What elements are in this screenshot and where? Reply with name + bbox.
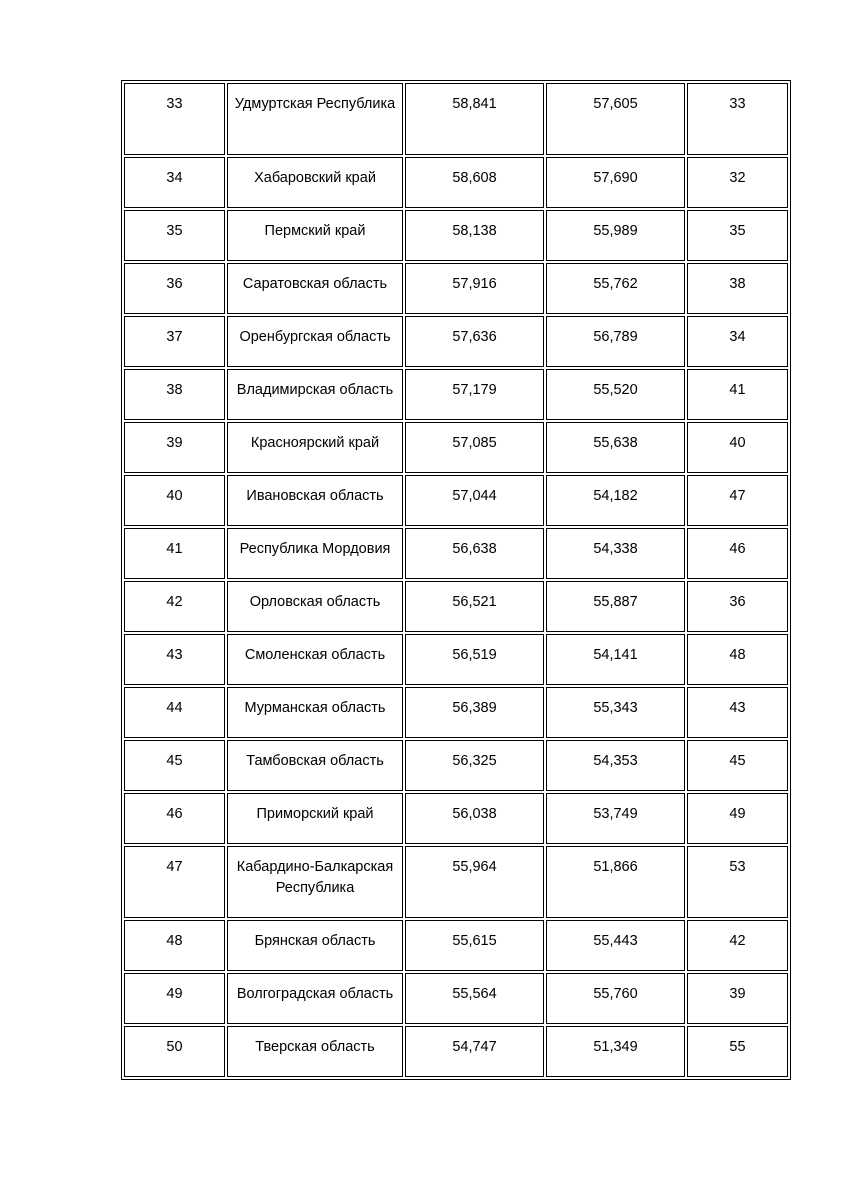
index-value-cell: 58,138 bbox=[405, 210, 544, 261]
table-row bbox=[124, 83, 788, 155]
previous-index-value-cell: 54,353 bbox=[546, 740, 685, 791]
region-name-cell: Приморский край bbox=[227, 793, 403, 844]
region-name-cell: Орловская область bbox=[227, 581, 403, 632]
previous-index-value-cell: 54,182 bbox=[546, 475, 685, 526]
previous-index-value-cell: 53,749 bbox=[546, 793, 685, 844]
rank-cell: 37 bbox=[124, 316, 225, 367]
previous-index-value-cell: 55,887 bbox=[546, 581, 685, 632]
table-row bbox=[124, 475, 788, 526]
rank-cell: 39 bbox=[124, 422, 225, 473]
region-name-cell: Тверская область bbox=[227, 1026, 403, 1077]
table-row bbox=[124, 422, 788, 473]
previous-index-value-cell: 55,760 bbox=[546, 973, 685, 1024]
rank-cell: 49 bbox=[124, 973, 225, 1024]
region-name-cell: Владимирская область bbox=[227, 369, 403, 420]
index-value-cell: 55,964 bbox=[405, 846, 544, 918]
previous-rank-cell: 41 bbox=[687, 369, 788, 420]
region-name-cell: Волгоградская область bbox=[227, 973, 403, 1024]
index-value-cell: 57,916 bbox=[405, 263, 544, 314]
index-value-cell: 57,179 bbox=[405, 369, 544, 420]
previous-rank-cell: 35 bbox=[687, 210, 788, 261]
table-row bbox=[124, 316, 788, 367]
previous-rank-cell: 38 bbox=[687, 263, 788, 314]
rank-cell: 41 bbox=[124, 528, 225, 579]
previous-index-value-cell: 55,989 bbox=[546, 210, 685, 261]
region-name-cell: Мурманская область bbox=[227, 687, 403, 738]
index-value-cell: 54,747 bbox=[405, 1026, 544, 1077]
previous-rank-cell: 49 bbox=[687, 793, 788, 844]
table-row bbox=[124, 581, 788, 632]
table-row bbox=[124, 157, 788, 208]
rank-cell: 40 bbox=[124, 475, 225, 526]
rank-cell: 46 bbox=[124, 793, 225, 844]
index-value-cell: 57,044 bbox=[405, 475, 544, 526]
index-value-cell: 56,038 bbox=[405, 793, 544, 844]
previous-rank-cell: 53 bbox=[687, 846, 788, 918]
previous-rank-cell: 43 bbox=[687, 687, 788, 738]
rank-cell: 48 bbox=[124, 920, 225, 971]
previous-rank-cell: 48 bbox=[687, 634, 788, 685]
previous-index-value-cell: 55,343 bbox=[546, 687, 685, 738]
table-row bbox=[124, 369, 788, 420]
index-value-cell: 56,521 bbox=[405, 581, 544, 632]
table-row bbox=[124, 634, 788, 685]
index-value-cell: 58,841 bbox=[405, 83, 544, 155]
region-name-cell: Хабаровский край bbox=[227, 157, 403, 208]
table-row bbox=[124, 210, 788, 261]
region-ranking-table bbox=[121, 80, 791, 1080]
previous-rank-cell: 47 bbox=[687, 475, 788, 526]
previous-index-value-cell: 54,141 bbox=[546, 634, 685, 685]
region-name-cell: Брянская область bbox=[227, 920, 403, 971]
table-row bbox=[124, 973, 788, 1024]
previous-index-value-cell: 57,605 bbox=[546, 83, 685, 155]
region-name-cell: Удмуртская Республика bbox=[227, 83, 403, 155]
index-value-cell: 57,636 bbox=[405, 316, 544, 367]
region-name-cell: Саратовская область bbox=[227, 263, 403, 314]
table-body bbox=[124, 83, 788, 1077]
previous-index-value-cell: 51,866 bbox=[546, 846, 685, 918]
previous-index-value-cell: 57,690 bbox=[546, 157, 685, 208]
previous-rank-cell: 32 bbox=[687, 157, 788, 208]
rank-cell: 42 bbox=[124, 581, 225, 632]
previous-index-value-cell: 51,349 bbox=[546, 1026, 685, 1077]
region-name-cell: Смоленская область bbox=[227, 634, 403, 685]
table-row bbox=[124, 528, 788, 579]
rank-cell: 38 bbox=[124, 369, 225, 420]
region-name-cell: Кабардино-Балкарская Республика bbox=[227, 846, 403, 918]
table-row bbox=[124, 846, 788, 918]
index-value-cell: 56,519 bbox=[405, 634, 544, 685]
rank-cell: 43 bbox=[124, 634, 225, 685]
region-name-cell: Тамбовская область bbox=[227, 740, 403, 791]
index-value-cell: 55,564 bbox=[405, 973, 544, 1024]
previous-rank-cell: 45 bbox=[687, 740, 788, 791]
index-value-cell: 57,085 bbox=[405, 422, 544, 473]
index-value-cell: 55,615 bbox=[405, 920, 544, 971]
table-row bbox=[124, 263, 788, 314]
rank-cell: 50 bbox=[124, 1026, 225, 1077]
region-name-cell: Оренбургская область bbox=[227, 316, 403, 367]
previous-index-value-cell: 55,638 bbox=[546, 422, 685, 473]
table-row bbox=[124, 740, 788, 791]
previous-rank-cell: 42 bbox=[687, 920, 788, 971]
previous-rank-cell: 33 bbox=[687, 83, 788, 155]
rank-cell: 34 bbox=[124, 157, 225, 208]
rank-cell: 45 bbox=[124, 740, 225, 791]
previous-index-value-cell: 55,520 bbox=[546, 369, 685, 420]
rank-cell: 47 bbox=[124, 846, 225, 918]
previous-rank-cell: 46 bbox=[687, 528, 788, 579]
table-row bbox=[124, 687, 788, 738]
table-row bbox=[124, 1026, 788, 1077]
index-value-cell: 56,325 bbox=[405, 740, 544, 791]
rank-cell: 33 bbox=[124, 83, 225, 155]
rank-cell: 35 bbox=[124, 210, 225, 261]
previous-rank-cell: 40 bbox=[687, 422, 788, 473]
table-row bbox=[124, 920, 788, 971]
index-value-cell: 56,389 bbox=[405, 687, 544, 738]
rank-cell: 44 bbox=[124, 687, 225, 738]
previous-index-value-cell: 56,789 bbox=[546, 316, 685, 367]
previous-index-value-cell: 55,762 bbox=[546, 263, 685, 314]
previous-rank-cell: 39 bbox=[687, 973, 788, 1024]
previous-rank-cell: 55 bbox=[687, 1026, 788, 1077]
index-value-cell: 58,608 bbox=[405, 157, 544, 208]
region-name-cell: Пермский край bbox=[227, 210, 403, 261]
index-value-cell: 56,638 bbox=[405, 528, 544, 579]
region-name-cell: Красноярский край bbox=[227, 422, 403, 473]
previous-index-value-cell: 54,338 bbox=[546, 528, 685, 579]
rank-cell: 36 bbox=[124, 263, 225, 314]
previous-rank-cell: 34 bbox=[687, 316, 788, 367]
previous-index-value-cell: 55,443 bbox=[546, 920, 685, 971]
table-row bbox=[124, 793, 788, 844]
region-name-cell: Республика Мордовия bbox=[227, 528, 403, 579]
region-name-cell: Ивановская область bbox=[227, 475, 403, 526]
previous-rank-cell: 36 bbox=[687, 581, 788, 632]
